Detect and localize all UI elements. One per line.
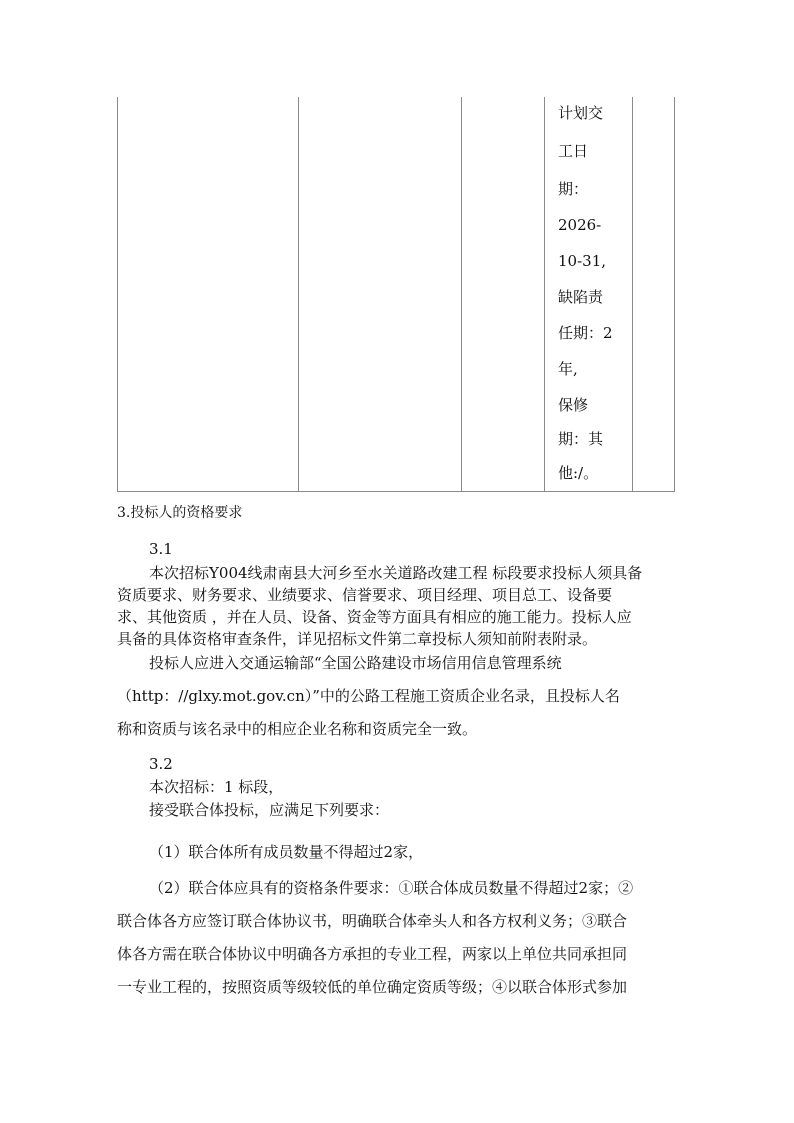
cell-line: 工日 bbox=[558, 142, 589, 160]
table-column-divider bbox=[461, 97, 462, 492]
cell-line: 2026- bbox=[558, 216, 602, 234]
consortium-intro-line: 接受联合体投标，应满足下列要求： bbox=[149, 801, 390, 819]
cell-line: 年, bbox=[558, 360, 578, 378]
consortium-item-1: （1）联合体所有成员数量不得超过2家， bbox=[149, 843, 424, 861]
paragraph-line: （http：//glxy.mot.gov.cn）”中的公路工程施工资质企业名录，且投标人名 bbox=[117, 687, 620, 705]
cell-line: 他:/。 bbox=[558, 464, 599, 482]
cell-line: 任期：2 bbox=[558, 324, 613, 342]
table-column-divider bbox=[632, 97, 633, 492]
subsection-number: 3.2 bbox=[149, 755, 173, 773]
cell-line: 期：其 bbox=[558, 430, 604, 448]
bid-sections-line: 本次招标：1 标段， bbox=[149, 778, 284, 796]
cell-line: 10-31, bbox=[558, 252, 607, 270]
schedule-table-fragment bbox=[117, 97, 675, 492]
cell-line: 计划交 bbox=[558, 104, 604, 122]
section-heading: 3.投标人的资格要求 bbox=[117, 505, 243, 521]
paragraph-line: 资质要求、财务要求、业绩要求、信誉要求、项目经理、项目总工、设备要 bbox=[117, 586, 613, 604]
cell-line: 保修 bbox=[558, 396, 589, 414]
paragraph-line: 联合体各方应签订联合体协议书，明确联合体牵头人和各方权利义务；③联合 bbox=[117, 912, 628, 930]
paragraph-line: 求、其他资质 ，并在人员、设备、资金等方面具有相应的施工能力。投标人应 bbox=[117, 608, 632, 626]
paragraph-line: 一专业工程的，按照资质等级较低的单位确定资质等级；④以联合体形式参加 bbox=[117, 978, 628, 996]
table-border-left bbox=[117, 97, 118, 492]
paragraph-line: 本次招标Y004线肃南县大河乡至水关道路改建工程 标段要求投标人须具备 bbox=[149, 564, 643, 582]
cell-line: 期： bbox=[558, 180, 589, 198]
table-column-divider bbox=[544, 97, 545, 492]
paragraph-line: 具备的具体资格审查条件，详见招标文件第二章投标人须知前附表附录。 bbox=[117, 630, 598, 648]
subsection-number: 3.1 bbox=[149, 540, 173, 558]
paragraph-line: （2）联合体应具有的资格条件要求：①联合体成员数量不得超过2家；② bbox=[149, 879, 634, 897]
table-border-bottom bbox=[117, 491, 675, 492]
paragraph-line: 体各方需在联合体协议中明确各方承担的专业工程，两家以上单位共同承担同 bbox=[117, 945, 628, 963]
table-column-divider bbox=[298, 97, 299, 492]
paragraph-line: 称和资质与该名录中的相应企业名称和资质完全一致。 bbox=[117, 720, 478, 738]
cell-line: 缺陷责 bbox=[558, 288, 604, 306]
table-border-right bbox=[674, 97, 675, 492]
paragraph-line: 投标人应进入交通运输部“全国公路建设市场信用信息管理系统 bbox=[149, 654, 562, 672]
